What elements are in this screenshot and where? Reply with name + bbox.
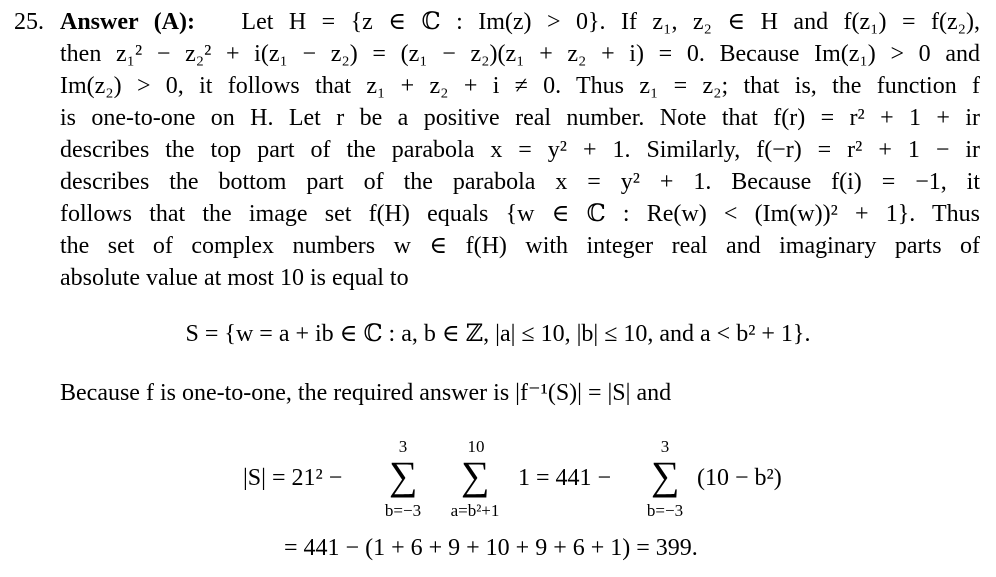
sum-inner: 1 = 441 − — [518, 465, 612, 491]
sum-lhs: |S| = 21² − — [243, 465, 343, 491]
sigma2-upper-limit: 10 — [467, 437, 485, 456]
sigma3-symbol: ∑ — [651, 453, 680, 498]
final-result-line: = 441 − (1 + 6 + 9 + 10 + 9 + 6 + 1) = 399. — [284, 535, 698, 561]
sigma2-symbol: ∑ — [461, 453, 490, 498]
paragraph-line-9: absolute value at most 10 is equal to — [60, 265, 409, 291]
sigma1-symbol: ∑ — [389, 453, 418, 498]
because-line: Because f is one-to-one, the required answer is |f⁻¹(S)| = |S| and — [60, 380, 672, 406]
answer-label: Answer (A): — [60, 9, 195, 35]
paragraph-line-5: describes the top part of the parabola x = y² + 1. Similarly, f(−r) = r² + 1 − ir — [60, 137, 980, 163]
sigma1-lower-limit: b=−3 — [384, 501, 422, 520]
paragraph-line-3: Im(z₂) > 0, it follows that z₁ + z₂ + i ≠ 0. Thus z₁ = z₂; that is, the function f — [60, 73, 980, 99]
sigma3-upper-limit: 3 — [660, 437, 670, 456]
set-definition-equation: S = {w = a + ib ∈ ℂ : a, b ∈ ℤ, |a| ≤ 10, |b| ≤ 10, and a < b² + 1}. — [185, 321, 811, 347]
sum-tail: (10 − b²) — [697, 465, 782, 491]
paragraph-line-1 — [60, 6, 980, 38]
problem-number: 25. — [14, 9, 44, 35]
paragraph-line-7: follows that the image set f(H) equals {w ∈ ℂ : Re(w) < (Im(w))² + 1}. Thus — [60, 201, 980, 227]
sigma2-lower-limit: a=b²+1 — [450, 501, 500, 520]
because-paragraph — [60, 377, 980, 409]
paragraph-line-6: describes the bottom part of the parabola x = y² + 1. Because f(i) = −1, it — [60, 169, 980, 195]
paragraph-line-1-text: Let H = {z ∈ ℂ : Im(z) > 0}. If z₁, z₂ ∈ H and f(z₁) = f(z₂), — [241, 9, 980, 35]
sigma3-lower-limit: b=−3 — [646, 501, 684, 520]
sum-equation — [0, 430, 996, 530]
paragraph-line-8: the set of complex numbers w ∈ f(H) with integer real and imaginary parts of — [60, 233, 980, 259]
sigma1-upper-limit: 3 — [398, 437, 408, 456]
solution-paragraph — [60, 6, 980, 294]
paragraph-line-4: is one-to-one on H. Let r be a positive real number. Note that f(r) = r² + 1 + ir — [60, 105, 980, 131]
paragraph-line-2: then z₁² − z₂² + i(z₁ − z₂) = (z₁ − z₂)(z₁ + z₂ + i) = 0. Because Im(z₁) > 0 and — [60, 41, 980, 67]
